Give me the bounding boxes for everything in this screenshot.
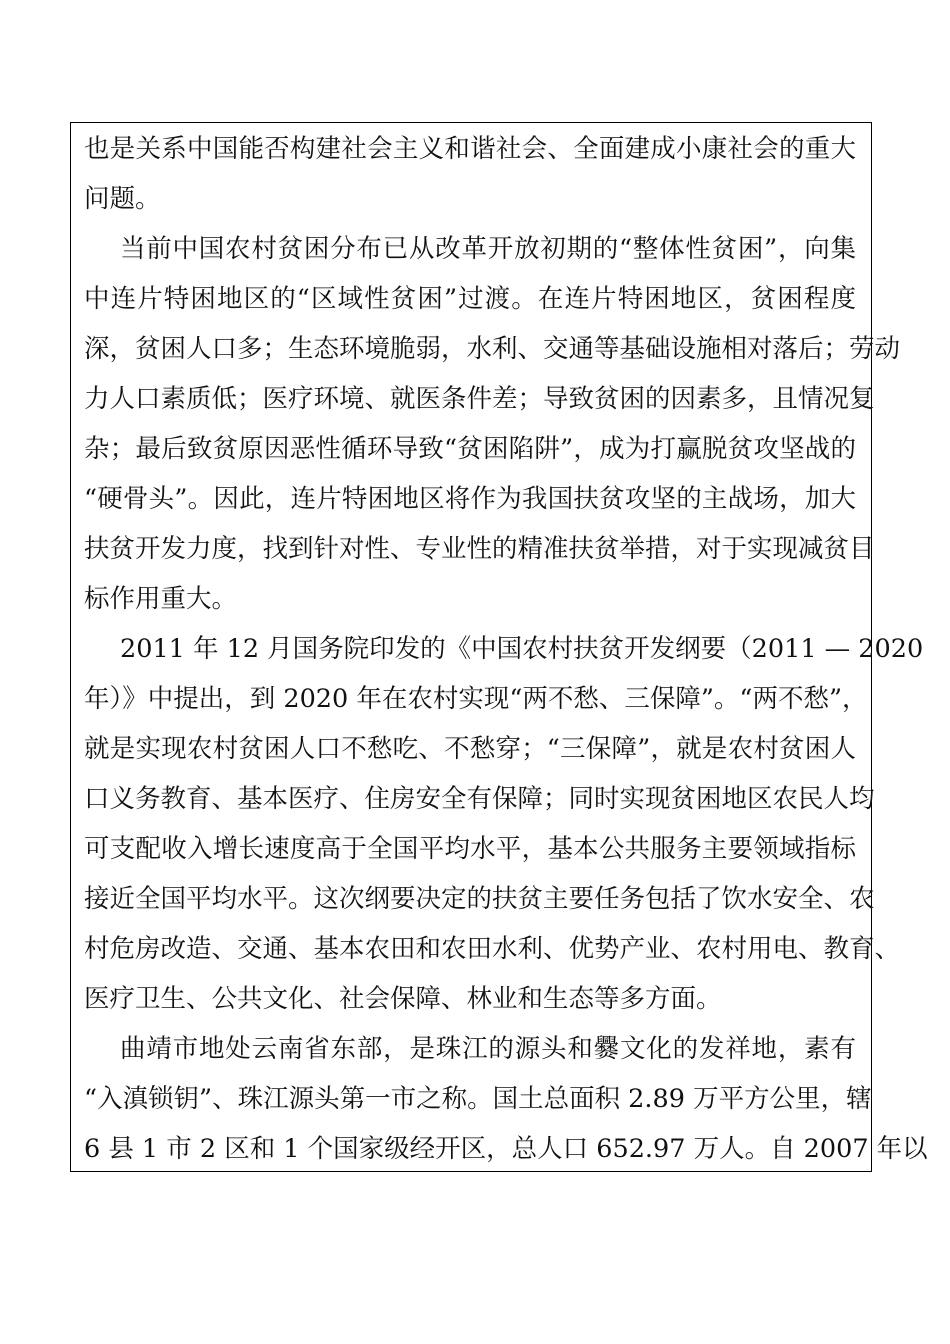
text-line: 村危房改造、交通、基本农田和农田水利、优势产业、农村用电、教育、 — [84, 934, 901, 964]
text-line: 接近全国平均水平。这次纲要决定的扶贫主要任务包括了饮水安全、农 — [84, 884, 875, 914]
text-line: 年）》中提出，到 2020 年在农村实现“两不愁、三保障”。“两不愁”， — [84, 684, 868, 714]
text-line: “入滇锁钥”、珠江源头第一市之称。国土总面积 2.89 万平方公里，辖 — [84, 1084, 872, 1114]
text-line: 深，贫困人口多；生态环境脆弱，水利、交通等基础设施相对落后；劳动 — [84, 334, 901, 364]
text-line: 力人口素质低；医疗环境、就医条件差；导致贫困的因素多，且情况复 — [84, 384, 875, 414]
text-line: 标作用重大。 — [84, 584, 238, 614]
text-line: 口义务教育、基本医疗、住房安全有保障；同时实现贫困地区农民人均 — [84, 784, 875, 814]
text-line: 杂；最后致贫原因恶性循环导致“贫困陷阱”，成为打赢脱贫攻坚战的 — [84, 434, 856, 464]
text-line: 就是实现农村贫困人口不愁吃、不愁穿；“三保障”，就是农村贫困人 — [84, 734, 856, 764]
text-line: 当前中国农村贫困分布已从改革开放初期的“整体性贫困”，向集 — [120, 234, 856, 264]
text-line: 中连片特困地区的“区域性贫困”过渡。在连片特困地区，贫困程度 — [84, 284, 856, 314]
text-line: 可支配收入增长速度高于全国平均水平，基本公共服务主要领域指标 — [84, 834, 856, 864]
text-line: 曲靖市地处云南省东部，是珠江的源头和爨文化的发祥地，素有 — [120, 1034, 856, 1064]
text-line: 问题。 — [84, 184, 161, 214]
text-line: “硬骨头”。因此，连片特困地区将作为我国扶贫攻坚的主战场，加大 — [84, 484, 856, 514]
text-line: 6 县 1 市 2 区和 1 个国家级经开区，总人口 652.97 万人。自 2007 年以 — [84, 1134, 928, 1164]
text-line: 2011 年 12 月国务院印发的《中国农村扶贫开发纲要（2011 — 2020 — [120, 634, 924, 664]
text-line: 医疗卫生、公共文化、社会保障、林业和生态等多方面。 — [84, 984, 722, 1014]
text-line: 也是关系中国能否构建社会主义和谐社会、全面建成小康社会的重大 — [84, 134, 856, 164]
text-line: 扶贫开发力度，找到针对性、专业性的精准扶贫举措，对于实现减贫目 — [84, 534, 875, 564]
